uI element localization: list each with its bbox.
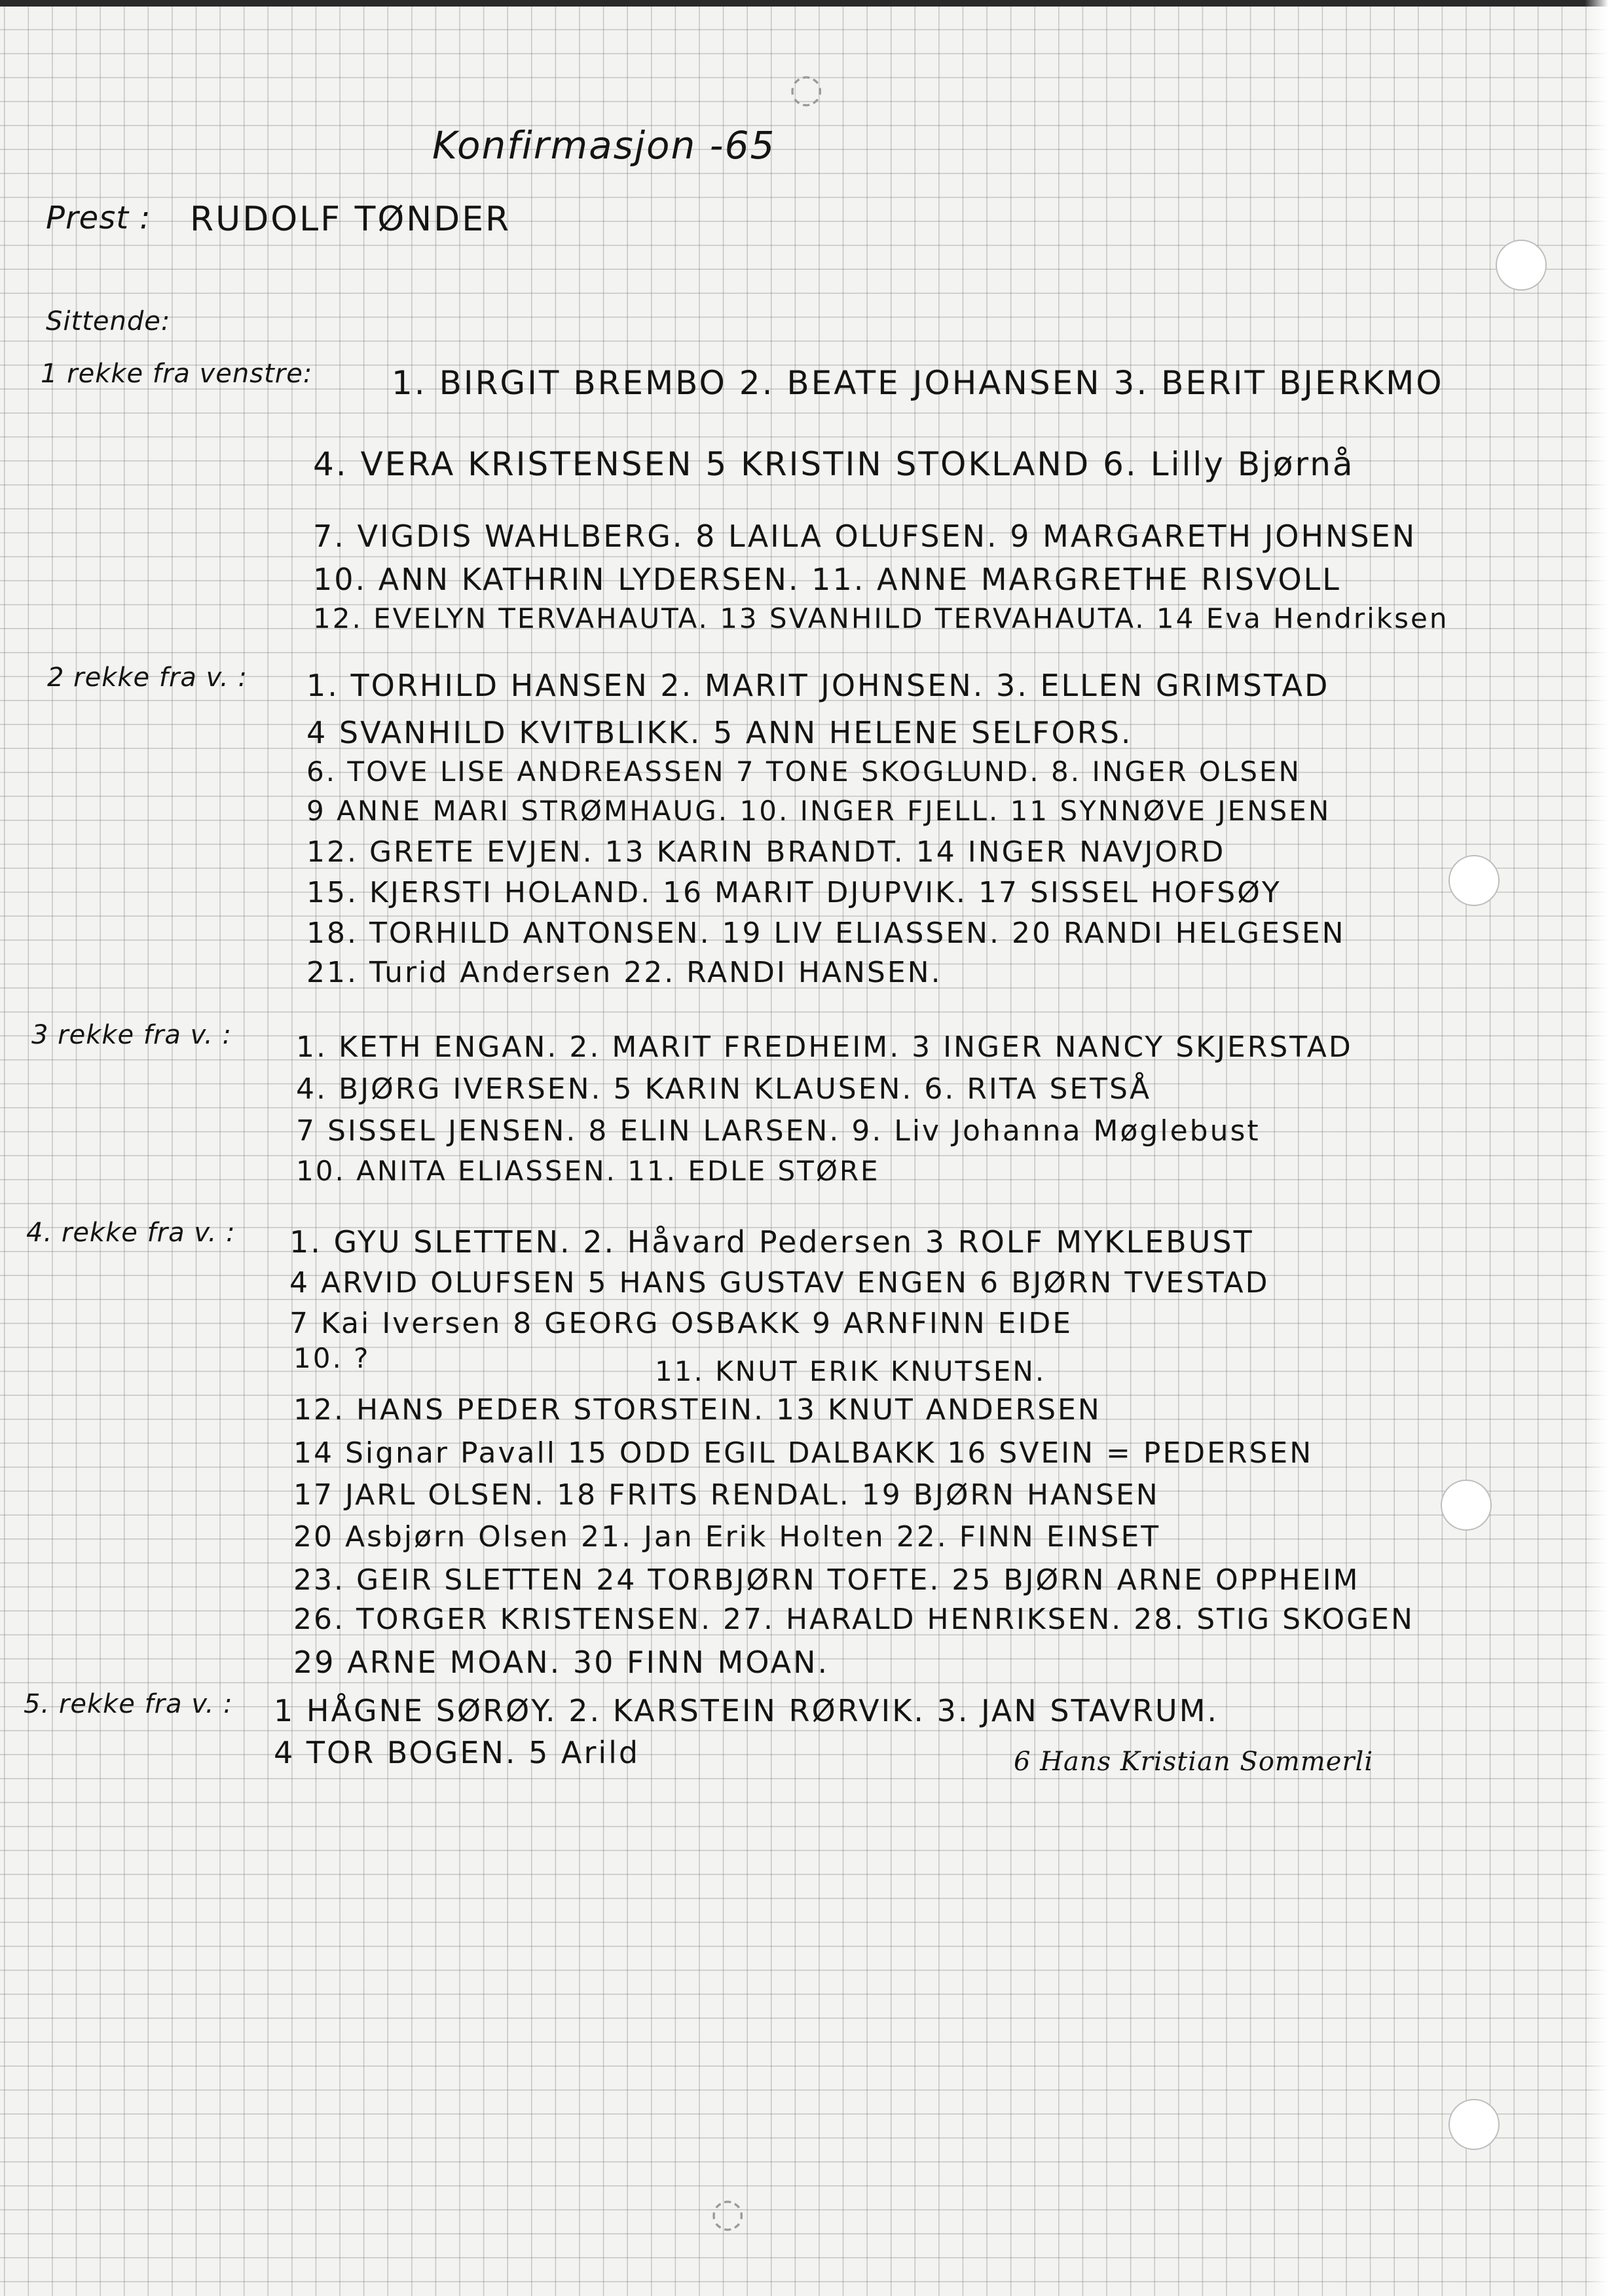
name-line: 11. KNUT ERIK KNUTSEN.	[655, 1355, 1046, 1387]
name-line: 1. KETH ENGAN. 2. MARIT FREDHEIM. 3 INGER NANCY SKJERSTAD	[296, 1030, 1353, 1064]
row-label: 3 rekke fra v. :	[31, 1020, 232, 1050]
name-line: 4 TOR BOGEN. 5 Arild	[274, 1735, 640, 1770]
row-label: 2 rekke fra v. :	[47, 663, 248, 693]
seated-label: Sittende:	[46, 306, 171, 337]
name-line: 23. GEIR SLETTEN 24 TORBJØRN TOFTE. 25 BJØRN ARNE OPPHEIM	[293, 1563, 1360, 1597]
name-line: 21. Turid Andersen 22. RANDI HANSEN.	[306, 956, 942, 989]
name-line: 14 Signar Pavall 15 ODD EGIL DALBAKK 16 SVEIN = PEDERSEN	[293, 1436, 1314, 1470]
name-line: 29 ARNE MOAN. 30 FINN MOAN.	[293, 1645, 830, 1680]
name-line: 4. VERA KRISTENSEN 5 KRISTIN STOKLAND 6. Lilly Bjørnå	[313, 445, 1355, 483]
name-line: 18. TORHILD ANTONSEN. 19 LIV ELIASSEN. 20 RANDI HELGESEN	[306, 917, 1346, 950]
binder-hole	[1496, 240, 1547, 291]
page-top-edge	[0, 0, 1624, 7]
page-title: Konfirmasjon -65	[432, 123, 776, 168]
priest-name: RUDOLF TØNDER	[190, 200, 511, 239]
binder-hole	[1441, 1480, 1492, 1531]
name-line: 7 SISSEL JENSEN. 8 ELIN LARSEN. 9. Liv Johanna Møglebust	[296, 1114, 1261, 1148]
name-line: 9 ANNE MARI STRØMHAUG. 10. INGER FJELL. 11 SYNNØVE JENSEN	[306, 795, 1331, 827]
name-line: 20 Asbjørn Olsen 21. Jan Erik Holten 22. FINN EINSET	[293, 1520, 1161, 1554]
name-line: 7. VIGDIS WAHLBERG. 8 LAILA OLUFSEN. 9 MARGARETH JOHNSEN	[313, 519, 1417, 554]
smudge-mark: ◌	[710, 2190, 745, 2236]
name-line: 10. ANN KATHRIN LYDERSEN. 11. ANNE MARGRETHE RISVOLL	[313, 562, 1341, 597]
smudge-mark: ◌	[789, 65, 824, 111]
row-label: 4. rekke fra v. :	[26, 1218, 236, 1248]
name-line: 26. TORGER KRISTENSEN. 27. HARALD HENRIKSEN. 28. STIG SKOGEN	[293, 1603, 1414, 1636]
name-line: 4. BJØRG IVERSEN. 5 KARIN KLAUSEN. 6. RITA SETSÅ	[296, 1072, 1152, 1106]
name-line: 12. HANS PEDER STORSTEIN. 13 KNUT ANDERSEN	[293, 1393, 1101, 1427]
name-line: 10. ?	[293, 1342, 371, 1374]
name-line: 1. BIRGIT BREMBO 2. BEATE JOHANSEN 3. BERIT BJERKMO	[392, 364, 1444, 402]
name-line: 17 JARL OLSEN. 18 FRITS RENDAL. 19 BJØRN HANSEN	[293, 1478, 1160, 1512]
name-line: 6 Hans Kristian Sommerli	[1014, 1747, 1374, 1777]
page-right-edge	[1585, 0, 1624, 2296]
name-line: 12. GRETE EVJEN. 13 KARIN BRANDT. 14 INGER NAVJORD	[306, 835, 1226, 869]
name-line: 4 SVANHILD KVITBLIKK. 5 ANN HELENE SELFORS.	[306, 715, 1133, 750]
name-line: 1. TORHILD HANSEN 2. MARIT JOHNSEN. 3. ELLEN GRIMSTAD	[306, 668, 1330, 703]
name-line: 10. ANITA ELIASSEN. 11. EDLE STØRE	[296, 1155, 880, 1187]
binder-hole	[1449, 2099, 1500, 2150]
binder-hole	[1449, 855, 1500, 906]
priest-label: Prest :	[46, 200, 151, 236]
row-label: 5. rekke fra v. :	[24, 1689, 233, 1719]
name-line: 7 Kai Iversen 8 GEORG OSBAKK 9 ARNFINN EIDE	[289, 1307, 1073, 1340]
name-line: 6. TOVE LISE ANDREASSEN 7 TONE SKOGLUND. 8. INGER OLSEN	[306, 756, 1301, 788]
name-line: 12. EVELYN TERVAHAUTA. 13 SVANHILD TERVAHAUTA. 14 Eva Hendriksen	[313, 602, 1449, 634]
name-line: 1. GYU SLETTEN. 2. Håvard Pedersen 3 ROLF MYKLEBUST	[289, 1224, 1254, 1260]
name-line: 15. KJERSTI HOLAND. 16 MARIT DJUPVIK. 17 SISSEL HOFSØY	[306, 876, 1282, 909]
name-line: 1 HÅGNE SØRØY. 2. KARSTEIN RØRVIK. 3. JAN STAVRUM.	[274, 1693, 1219, 1728]
name-line: 4 ARVID OLUFSEN 5 HANS GUSTAV ENGEN 6 BJØRN TVESTAD	[289, 1266, 1270, 1300]
row-label: 1 rekke fra venstre:	[41, 359, 313, 389]
